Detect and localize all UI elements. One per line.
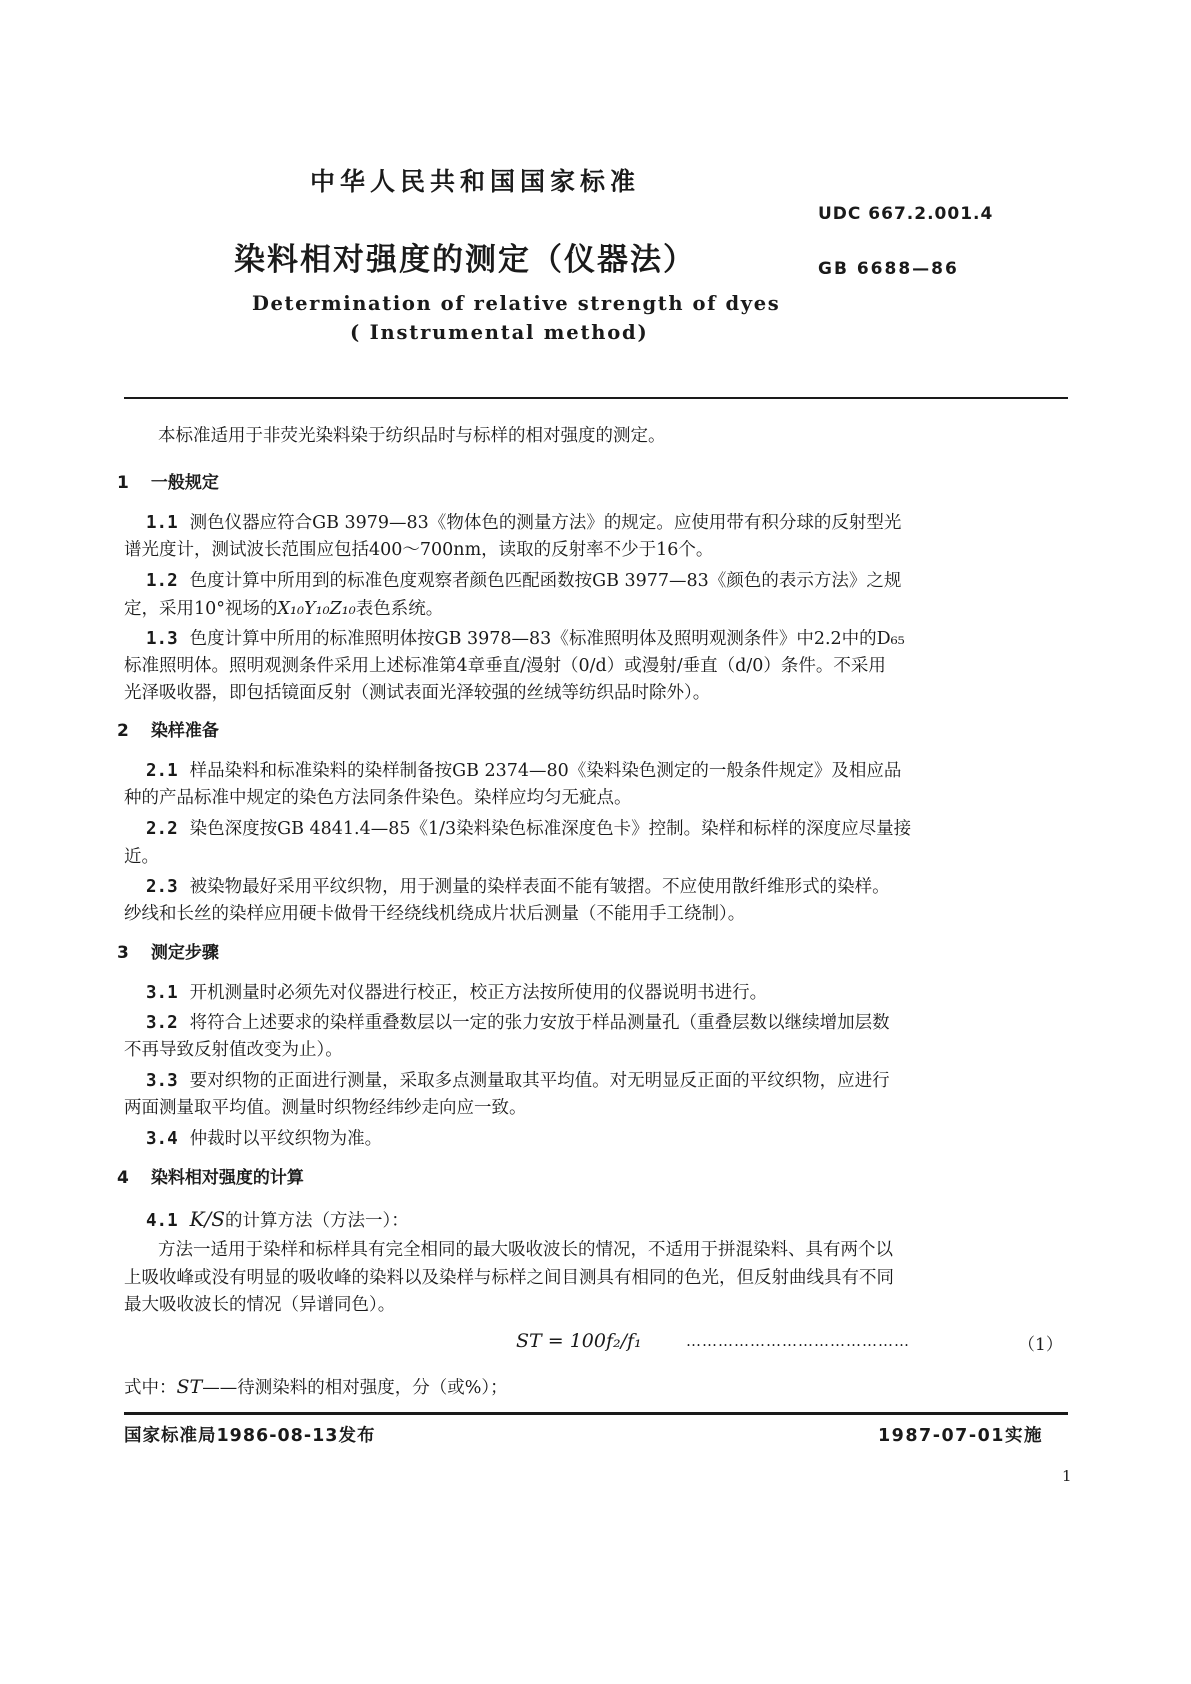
section-4-heading bbox=[117, 1166, 1067, 1190]
effective-date: 1987-07-01实施 bbox=[878, 1426, 1043, 1446]
clause-2-3-cont: 纱线和长丝的染样应用硬卡做骨干经绕线机绕成片状后测量（不能用手工绕制）。 bbox=[124, 904, 746, 924]
clause-2-1 bbox=[146, 759, 1067, 783]
section-3-title: 测定步骤 bbox=[150, 943, 219, 963]
clause-2-3 bbox=[146, 875, 1067, 899]
section-2-number: 2 bbox=[117, 721, 129, 741]
clause-2-1-number: 2.1 bbox=[146, 761, 178, 781]
equation-number: （1） bbox=[1018, 1335, 1063, 1355]
clause-1-1-cont: 谱光度计，测试波长范围应包括400～700nm，读取的反射率不少于16个。 bbox=[124, 540, 714, 560]
clause-4-1-title: 的计算方法（方法一）： bbox=[225, 1211, 409, 1231]
section-3-heading bbox=[117, 941, 1067, 965]
clause-4-1 bbox=[146, 1207, 1067, 1233]
page-number: 1 bbox=[1062, 1467, 1072, 1485]
where-label: 式中： bbox=[124, 1378, 177, 1398]
st-symbol: ST bbox=[176, 1376, 203, 1398]
header-divider bbox=[124, 397, 1068, 399]
clause-3-1 bbox=[146, 981, 1067, 1005]
udc-code: UDC 667.2.001.4 bbox=[818, 204, 994, 224]
equation-st: ST = 100f₂/f₁ bbox=[516, 1330, 642, 1352]
clause-3-4-text: 仲裁时以平纹织物为准。 bbox=[189, 1129, 383, 1149]
clause-1-2-cont bbox=[124, 597, 1067, 621]
document-title-cn: 染料相对强度的测定（仪器法） bbox=[234, 242, 696, 278]
clause-1-1-number: 1.1 bbox=[146, 513, 178, 533]
clause-1-3 bbox=[146, 627, 1067, 651]
where-definition: ——待测染料的相对强度，分（或%）； bbox=[202, 1378, 508, 1398]
clause-3-4-number: 3.4 bbox=[146, 1129, 178, 1149]
clause-1-3-cont2: 光泽吸收器，即包括镜面反射（测试表面光泽较强的丝绒等纺织品时除外）。 bbox=[124, 683, 711, 703]
section-1-title: 一般规定 bbox=[150, 473, 219, 493]
clause-2-1-text: 样品染料和标准染料的染样制备按GB 2374—80《染料染色测定的一般条件规定》及相应品 bbox=[189, 761, 902, 781]
xyz10-formula: X₁₀Y₁₀Z₁₀ bbox=[277, 599, 356, 619]
intro-paragraph: 本标准适用于非荧光染料染于纺织品时与标样的相对强度的测定。 bbox=[158, 426, 666, 446]
clause-2-2-number: 2.2 bbox=[146, 819, 178, 839]
clause-1-1 bbox=[146, 511, 1067, 535]
clause-1-2-text: 色度计算中所用到的标准色度观察者颜色匹配函数按GB 3977—83《颜色的表示方法》之规 bbox=[189, 571, 902, 591]
clause-1-2-number: 1.2 bbox=[146, 571, 178, 591]
clause-1-3-cont: 标准照明体。照明观测条件采用上述标准第4章垂直/漫射（0/d）或漫射/垂直（d/0）条件。不采用 bbox=[124, 656, 886, 676]
section-3-number: 3 bbox=[117, 943, 129, 963]
clause-3-2-text: 将符合上述要求的染样重叠数层以一定的张力安放于样品测量孔（重叠层数以继续增加层数 bbox=[189, 1013, 890, 1033]
clause-1-2 bbox=[146, 569, 1067, 593]
clause-2-2 bbox=[146, 817, 1067, 841]
where-clause bbox=[124, 1375, 1067, 1400]
clause-2-3-number: 2.3 bbox=[146, 877, 178, 897]
clause-4-1-cont2: 最大吸收波长的情况（异谱同色）。 bbox=[124, 1295, 396, 1315]
section-4-title: 染料相对强度的计算 bbox=[150, 1168, 304, 1188]
clause-3-2-cont: 不再导致反射值改变为止）。 bbox=[124, 1040, 343, 1060]
section-2-heading bbox=[117, 719, 1067, 743]
clause-3-1-number: 3.1 bbox=[146, 983, 178, 1003]
clause-2-2-cont: 近。 bbox=[124, 847, 159, 867]
clause-3-3 bbox=[146, 1069, 1067, 1093]
clause-3-1-text: 开机测量时必须先对仪器进行校正，校正方法按所使用的仪器说明书进行。 bbox=[189, 983, 768, 1003]
section-1-heading bbox=[117, 471, 1067, 495]
clause-1-3-number: 1.3 bbox=[146, 629, 178, 649]
footer-divider bbox=[124, 1412, 1068, 1415]
clause-4-1-cont: 上吸收峰或没有明显的吸收峰的染料以及染样与标样之间目测具有相同的色光，但反射曲线具有不同 bbox=[124, 1268, 894, 1288]
document-title-en: Determination of relative strength of dyes bbox=[252, 292, 781, 315]
clause-1-3-text: 色度计算中所用的标准照明体按GB 3978—83《标准照明体及照明观测条件》中2.2中的D₆₅ bbox=[189, 629, 905, 649]
section-4-number: 4 bbox=[117, 1168, 129, 1188]
national-standard-heading: 中华人民共和国国家标准 bbox=[310, 167, 641, 196]
clause-2-2-text: 染色深度按GB 4841.4—85《1/3染料染色标准深度色卡》控制。染样和标样的深度应尽量接 bbox=[189, 819, 912, 839]
issue-date: 国家标准局1986-08-13发布 bbox=[124, 1426, 376, 1446]
equation-leader-dots: …………………………………… bbox=[686, 1332, 910, 1350]
clause-2-1-cont: 种的产品标准中规定的染色方法同条件染色。染样应均匀无疵点。 bbox=[124, 788, 632, 808]
ks-formula: K/S bbox=[189, 1207, 225, 1231]
clause-4-1-text: 方法一适用于染样和标样具有完全相同的最大吸收波长的情况，不适用于拼混染料、具有两个以 bbox=[158, 1240, 893, 1260]
clause-3-2 bbox=[146, 1011, 1067, 1035]
clause-1-2-pre: 定，采用10°视场的 bbox=[124, 599, 278, 619]
clause-3-3-number: 3.3 bbox=[146, 1071, 178, 1091]
clause-3-4 bbox=[146, 1127, 1067, 1151]
document-title-en-method: ( Instrumental method) bbox=[350, 321, 649, 344]
gb-number: GB 6688—86 bbox=[818, 259, 959, 279]
clause-1-2-post: 表色系统。 bbox=[355, 599, 444, 619]
clause-3-3-cont: 两面测量取平均值。测量时织物经纬纱走向应一致。 bbox=[124, 1098, 527, 1118]
clause-4-1-number: 4.1 bbox=[146, 1211, 178, 1231]
section-1-number: 1 bbox=[117, 473, 129, 493]
clause-2-3-text: 被染物最好采用平纹织物，用于测量的染样表面不能有皱摺。不应使用散纤维形式的染样。 bbox=[189, 877, 890, 897]
clause-3-3-text: 要对织物的正面进行测量，采取多点测量取其平均值。对无明显反正面的平纹织物，应进行 bbox=[189, 1071, 890, 1091]
section-2-title: 染样准备 bbox=[150, 721, 219, 741]
clause-1-1-text: 测色仪器应符合GB 3979—83《物体色的测量方法》的规定。应使用带有积分球的反射型光 bbox=[189, 513, 902, 533]
clause-3-2-number: 3.2 bbox=[146, 1013, 178, 1033]
